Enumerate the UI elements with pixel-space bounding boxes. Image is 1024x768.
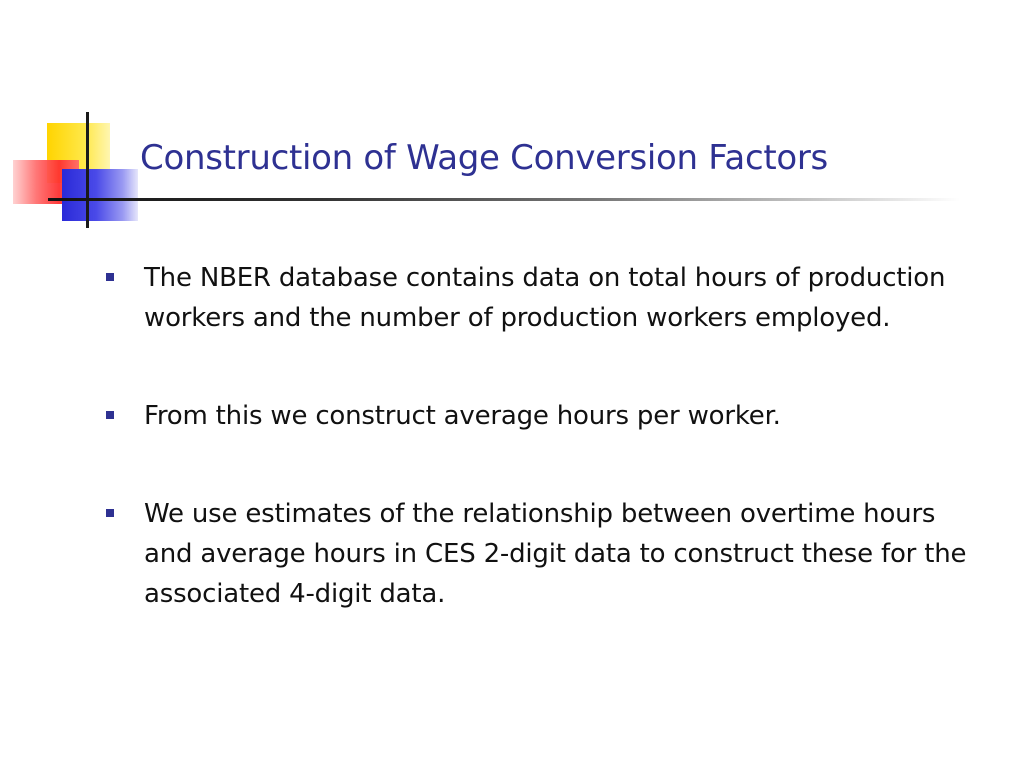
bullet-text: The NBER database contains data on total hours of production workers and the number of production workers employed. [144,263,946,333]
blue-square-decoration [62,169,138,221]
slide-title: Construction of Wage Conversion Factors [140,138,828,178]
square-bullet-icon [106,411,114,419]
bullet-list [106,258,976,672]
decorative-logo [0,0,150,240]
bullet-text: From this we construct average hours per worker. [144,401,781,431]
bullet-item [106,396,976,436]
bullet-text: We use estimates of the relationship between overtime hours and average hours in CES 2-digit data to construct these for the associated 4-digit data. [144,499,967,609]
square-bullet-icon [106,273,114,281]
vertical-rule [86,112,89,228]
square-bullet-icon [106,509,114,517]
title-underline-rule [48,198,960,201]
bullet-item [106,258,976,338]
bullet-item [106,494,976,614]
